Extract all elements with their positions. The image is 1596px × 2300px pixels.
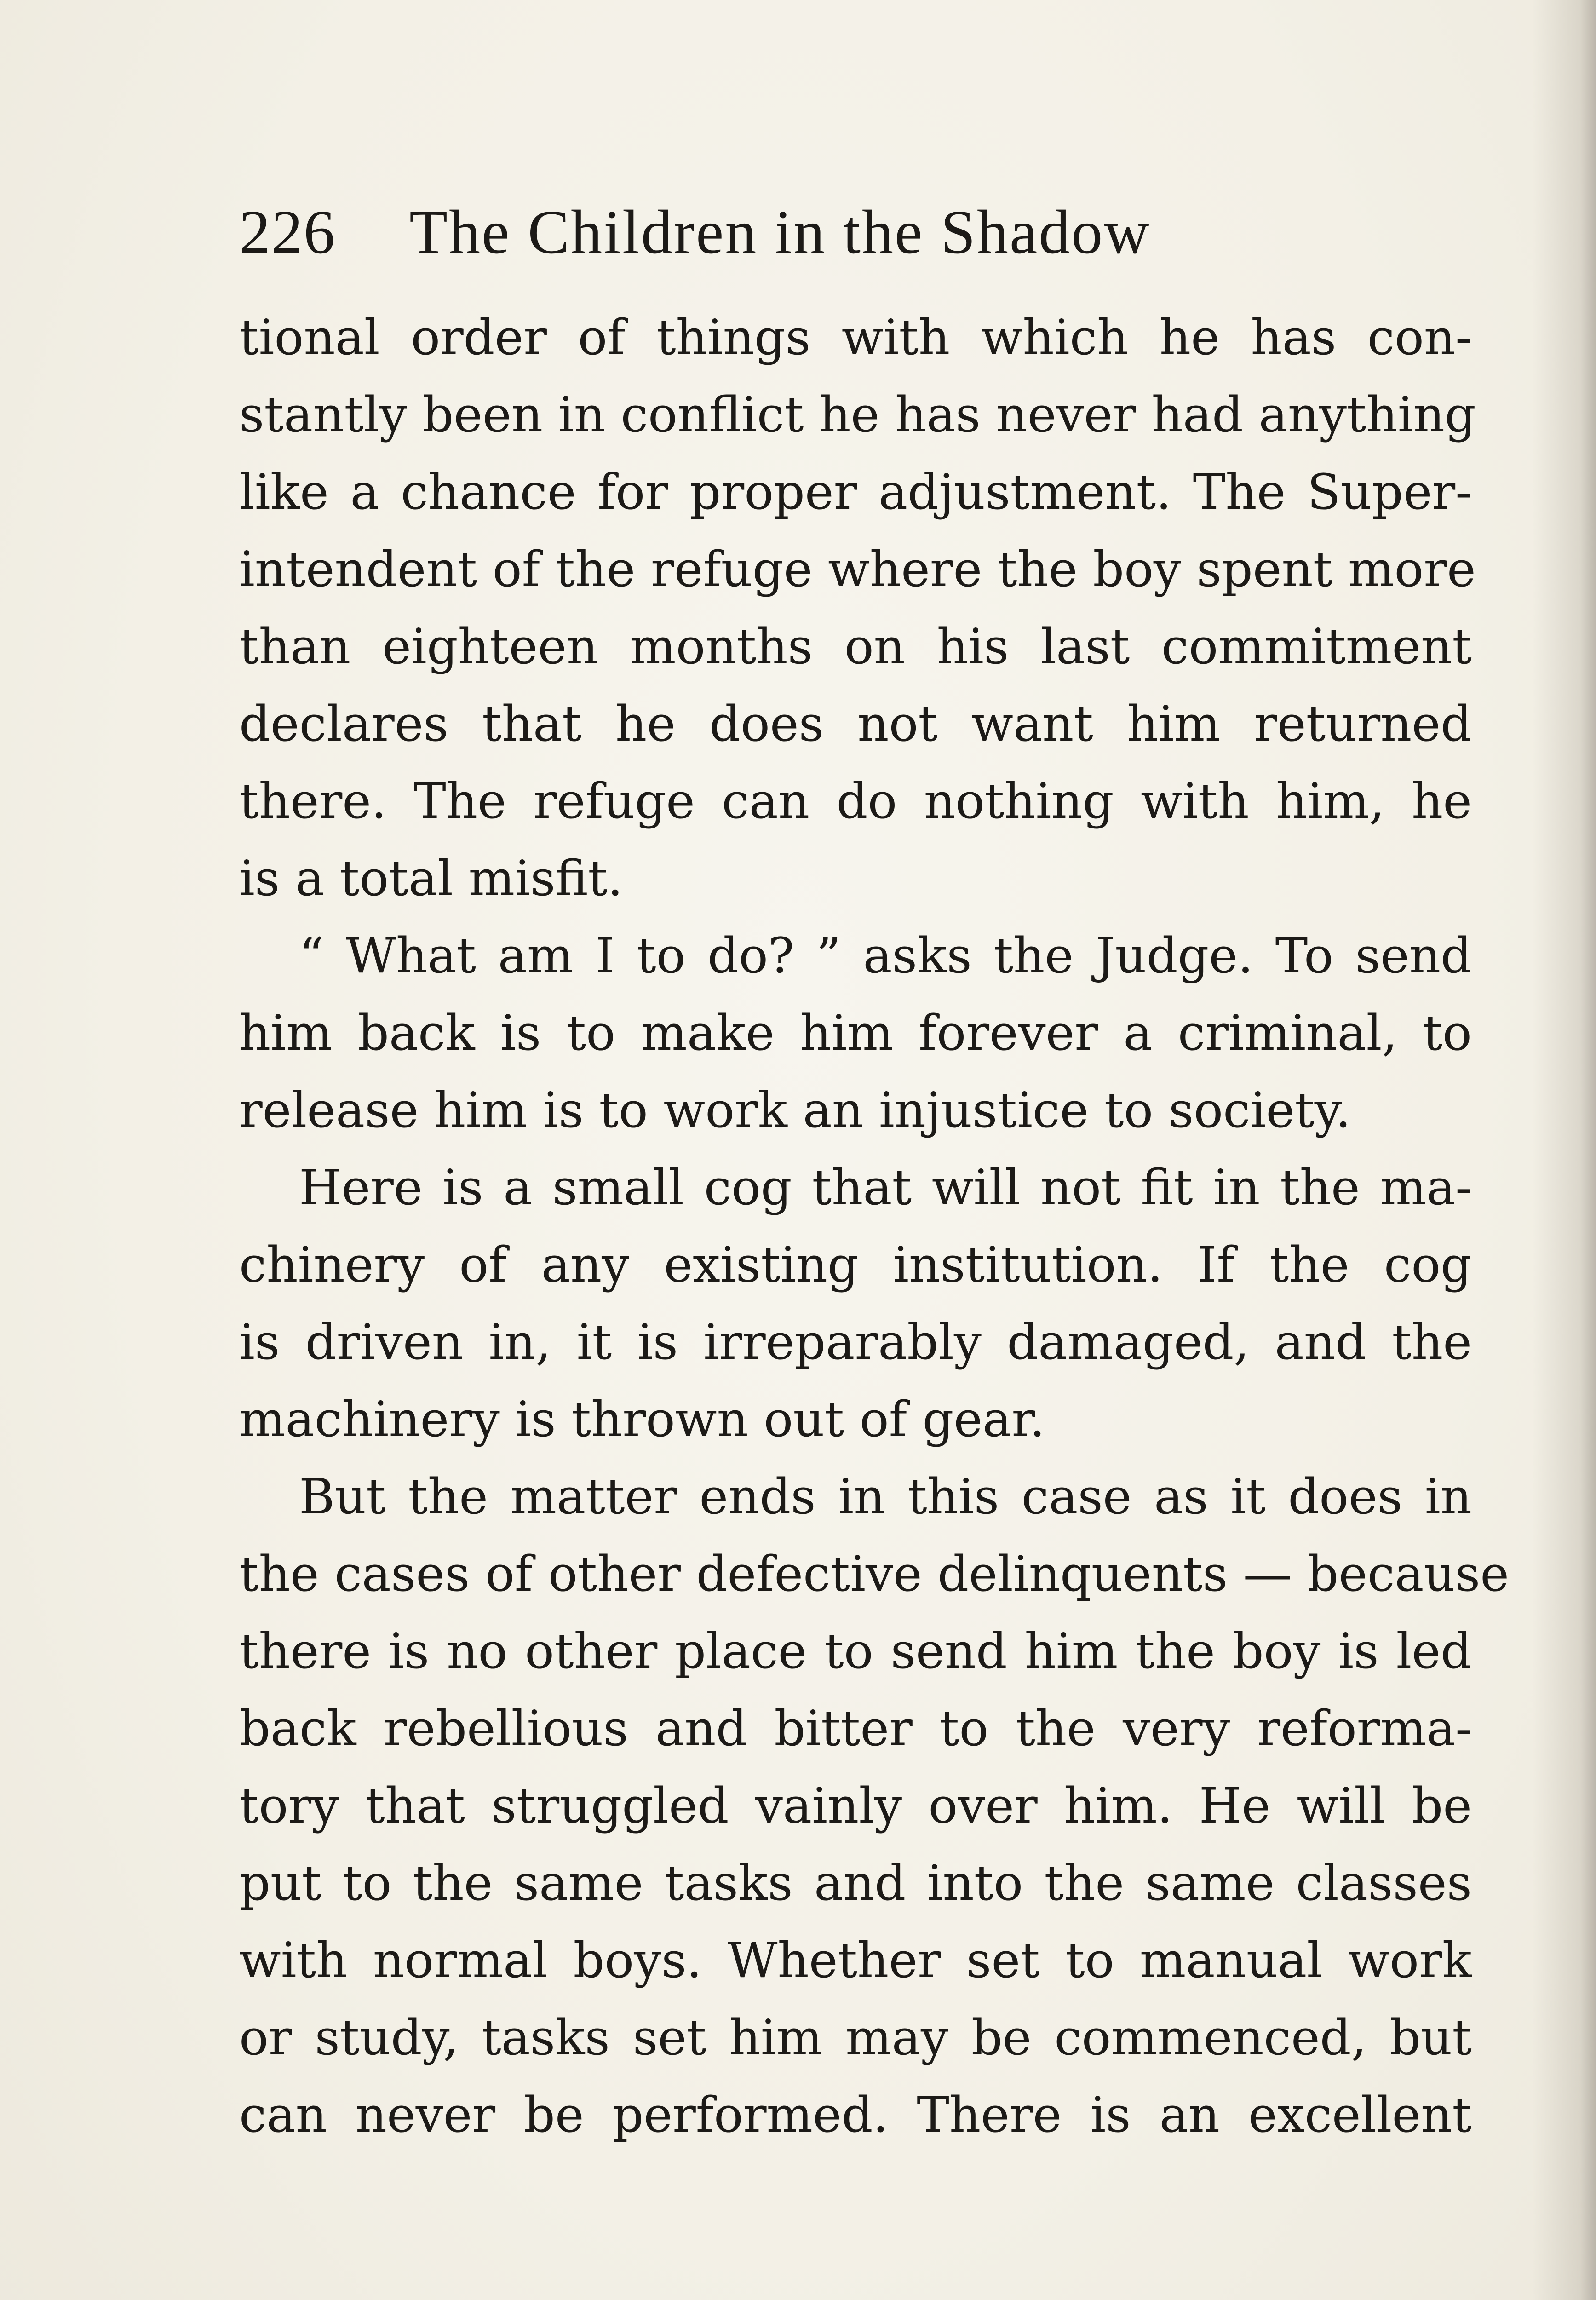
running-title: The Children in the Shadow — [409, 198, 1151, 267]
text-line: like a chance for proper adjustment. The Super- — [239, 464, 1472, 520]
text-line: or study, tasks set him may be commenced, but — [239, 2009, 1472, 2066]
text-line: intendent of the refuge where the boy spent more — [239, 541, 1476, 598]
text-line: declares that he does not want him returned — [239, 696, 1472, 752]
text-line: there is no other place to send him the boy is led — [239, 1623, 1472, 1679]
text-line: release him is to work an injustice to society. — [239, 1082, 1351, 1138]
text-line: Here is a small cog that will not fit in the ma- — [299, 1159, 1472, 1216]
text-line: is driven in, it is irreparably damaged, and the — [239, 1314, 1472, 1370]
text-line: is a total misfit. — [239, 850, 623, 907]
text-line: with normal boys. Whether set to manual work — [239, 1932, 1472, 1989]
page-number: 226 — [239, 198, 336, 267]
text-line: can never be performed. There is an excellent — [239, 2087, 1472, 2143]
text-line: tional order of things with which he has con- — [239, 309, 1472, 366]
text-line: there. The refuge can do nothing with him, he — [239, 773, 1472, 829]
text-line: machinery is thrown out of gear. — [239, 1391, 1045, 1448]
text-line: “ What am I to do? ” asks the Judge. To send — [299, 927, 1472, 984]
text-line: stantly been in conflict he has never had anything — [239, 386, 1476, 443]
text-line: put to the same tasks and into the same classes — [239, 1855, 1472, 1911]
page-header — [239, 193, 1297, 271]
text-line: chinery of any existing institution. If the cog — [239, 1236, 1472, 1293]
text-line: the cases of other defective delinquents — because — [239, 1546, 1510, 1602]
text-line: than eighteen months on his last commitment — [239, 618, 1472, 675]
text-line: him back is to make him forever a criminal, to — [239, 1005, 1472, 1061]
body-text — [239, 299, 1510, 2154]
text-line: back rebellious and bitter to the very reforma- — [239, 1700, 1472, 1757]
text-line: tory that struggled vainly over him. He will be — [239, 1777, 1472, 1834]
text-line: But the matter ends in this case as it does in — [299, 1468, 1472, 1525]
